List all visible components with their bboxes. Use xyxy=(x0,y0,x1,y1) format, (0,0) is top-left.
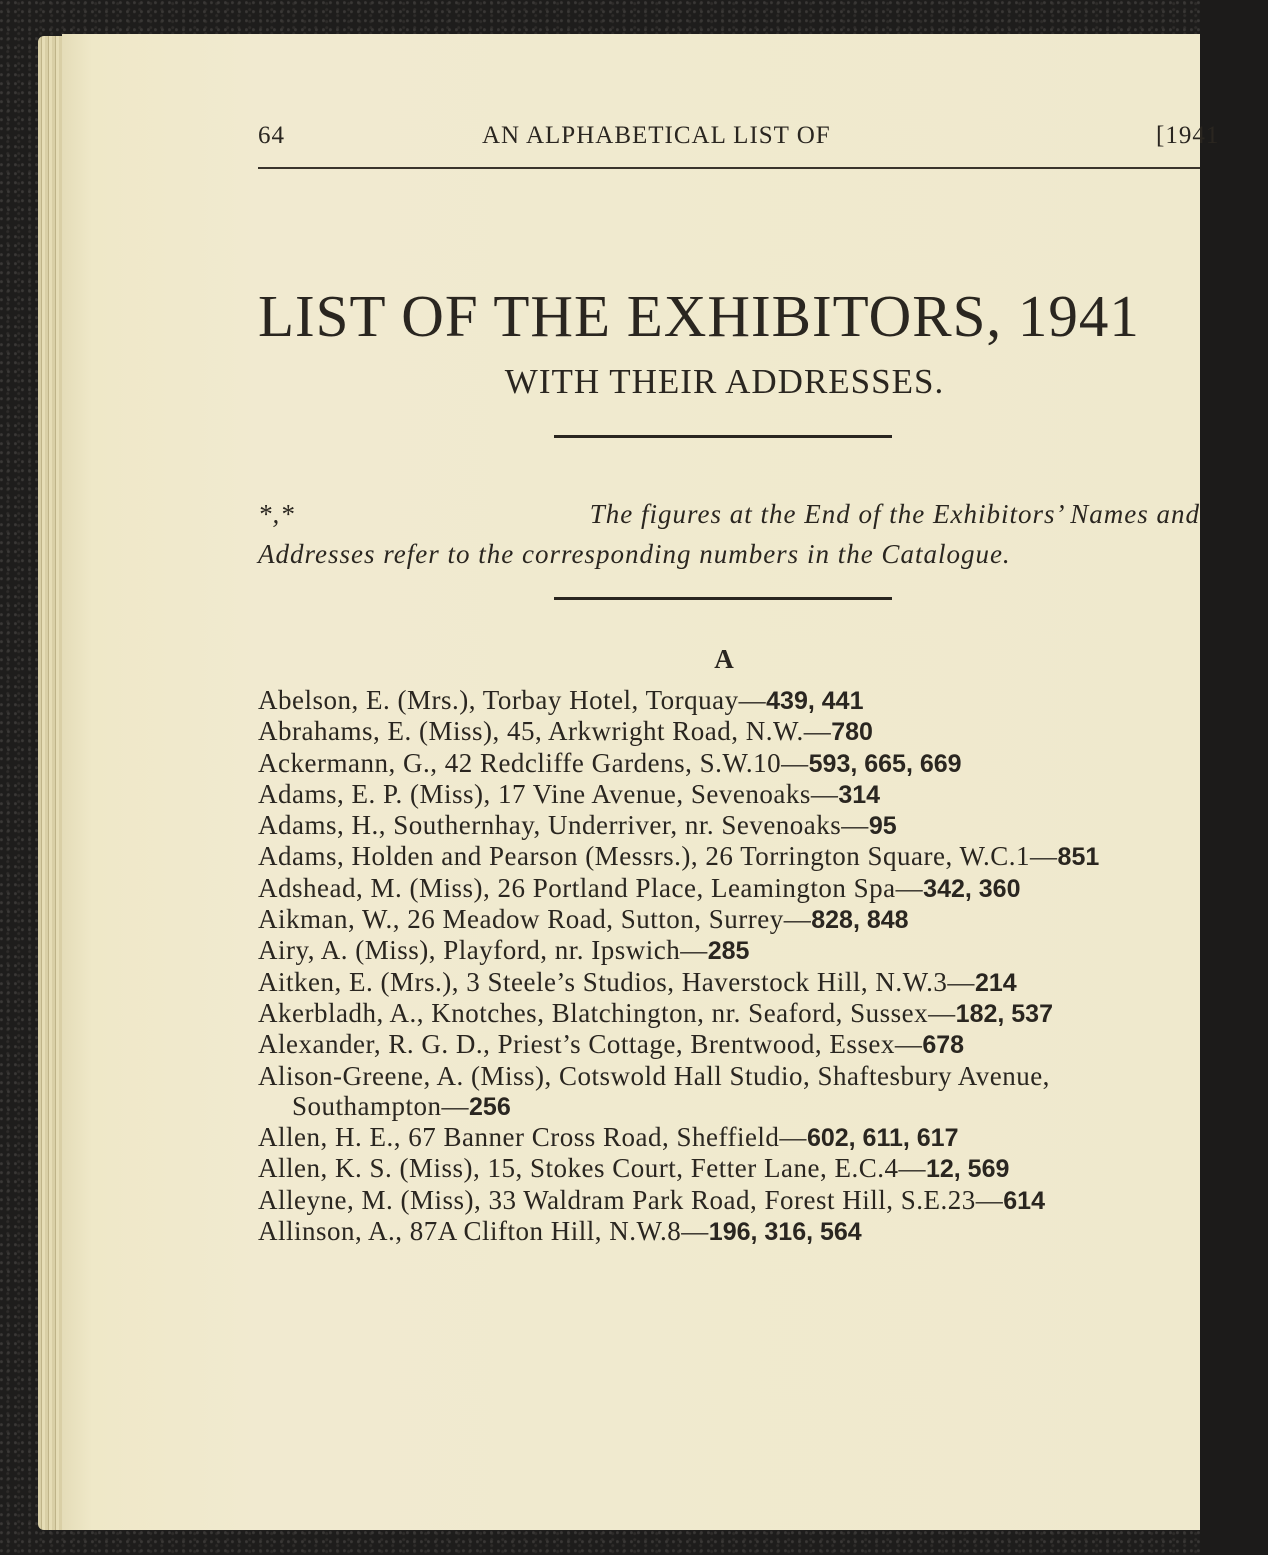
entry-address: Abelson, E. (Mrs.), Torbay Hotel, Torquay— xyxy=(258,685,767,715)
catalogue-numbers: 602, 611, 617 xyxy=(806,1124,959,1153)
exhibitor-entry xyxy=(258,841,1200,872)
running-head xyxy=(258,122,1268,152)
catalogue-numbers: 439, 441 xyxy=(766,687,864,715)
entry-address: Aitken, E. (Mrs.), 3 Steele’s Studios, Haverstock Hill, N.W.3— xyxy=(258,966,975,997)
running-head-title: AN ALPHABETICAL LIST OF xyxy=(482,122,831,149)
running-head-year: [1941 xyxy=(1156,122,1220,149)
catalogue-numbers: 780 xyxy=(831,718,873,747)
exhibitor-entry xyxy=(258,1029,1200,1060)
page-title: LIST OF THE EXHIBITORS, 1941 xyxy=(258,283,1140,349)
exhibitor-entry xyxy=(258,1122,1200,1153)
catalogue-numbers: 678 xyxy=(922,1031,965,1060)
entry-address: Alleyne, M. (Miss), 33 Waldram Park Road, Forest Hill, S.E.23— xyxy=(258,1184,1004,1215)
page-number: 64 xyxy=(258,122,285,149)
entry-address: Alison-Greene, A. (Miss), Cotswold Hall Studio, Shaftesbury Avenue, Southampton— xyxy=(258,1060,1050,1121)
entry-address: Airy, A. (Miss), Playford, nr. Ipswich— xyxy=(258,935,708,966)
entry-address: Abrahams, E. (Miss), 45, Arkwright Road, N.W.— xyxy=(258,716,832,747)
catalogue-numbers: 196, 316, 564 xyxy=(708,1218,862,1247)
exhibitor-list xyxy=(258,685,1200,1247)
entry-address: Aikman, W., 26 Meadow Road, Sutton, Surrey— xyxy=(258,904,812,935)
exhibitor-entry xyxy=(258,904,1200,935)
exhibitor-entry xyxy=(258,935,1200,966)
exhibitor-entry xyxy=(258,998,1200,1029)
catalogue-note xyxy=(258,494,1200,574)
catalogue-numbers: 95 xyxy=(868,812,897,841)
entry-address: Akerbladh, A., Knotches, Blatchington, nr. Seaford, Sussex— xyxy=(258,997,956,1028)
catalogue-numbers: 256 xyxy=(469,1092,511,1121)
note-line-2: Addresses refer to the corresponding numbers in the Catalogue. xyxy=(258,539,1011,569)
exhibitor-entry xyxy=(258,779,1200,810)
exhibitor-entry xyxy=(258,967,1200,998)
exhibitor-entry xyxy=(258,748,1200,779)
catalogue-numbers: 314 xyxy=(838,780,881,809)
exhibitor-entry xyxy=(258,810,1200,841)
entry-address: Adams, H., Southernhay, Underriver, nr. Sevenoaks— xyxy=(258,810,869,841)
catalogue-numbers: 593, 665, 669 xyxy=(808,749,962,778)
exhibitor-entry xyxy=(258,685,1200,716)
note-text-1: The figures at the End of the Exhibitors’ Names and xyxy=(589,499,1200,529)
header-rule xyxy=(258,167,1200,169)
catalogue-numbers: 12, 569 xyxy=(925,1155,1010,1184)
asterism-mark: *,* xyxy=(258,499,295,529)
entry-address: Adshead, M. (Miss), 26 Portland Place, Leamington Spa— xyxy=(258,872,924,903)
note-line-1 xyxy=(258,494,1200,534)
catalogue-numbers: 828, 848 xyxy=(811,906,909,935)
catalogue-numbers: 851 xyxy=(1057,843,1100,872)
book-page xyxy=(62,34,1220,1530)
entry-address: Adams, E. P. (Miss), 17 Vine Avenue, Sevenoaks— xyxy=(258,778,839,809)
entry-address: Allen, H. E., 67 Banner Cross Road, Sheffield— xyxy=(258,1122,807,1153)
exhibitor-entry xyxy=(258,1061,1200,1123)
catalogue-numbers: 614 xyxy=(1003,1186,1045,1215)
divider-rule xyxy=(554,597,892,600)
exhibitor-entry xyxy=(258,716,1200,747)
catalogue-numbers: 214 xyxy=(974,968,1017,997)
entry-address: Adams, Holden and Pearson (Messrs.), 26 Torrington Square, W.C.1— xyxy=(258,841,1058,872)
exhibitor-entry xyxy=(258,1216,1200,1247)
exhibitor-entry xyxy=(258,873,1200,904)
entry-address: Alexander, R. G. D., Priest’s Cottage, Brentwood, Essex— xyxy=(258,1029,923,1060)
exhibitor-entry xyxy=(258,1153,1200,1184)
catalogue-numbers: 342, 360 xyxy=(923,874,1021,903)
entry-address: Allinson, A., 87A Clifton Hill, N.W.8— xyxy=(258,1216,709,1247)
entry-address: Ackermann, G., 42 Redcliffe Gardens, S.W.10— xyxy=(258,747,809,778)
exhibitor-entry xyxy=(258,1185,1200,1216)
entry-address: Allen, K. S. (Miss), 15, Stokes Court, Fetter Lane, E.C.4— xyxy=(258,1153,926,1184)
divider-rule xyxy=(554,435,892,438)
catalogue-numbers: 182, 537 xyxy=(955,999,1053,1028)
catalogue-numbers: 285 xyxy=(707,937,750,966)
section-letter: A xyxy=(714,644,735,674)
page-subtitle: WITH THEIR ADDRESSES. xyxy=(504,362,945,401)
